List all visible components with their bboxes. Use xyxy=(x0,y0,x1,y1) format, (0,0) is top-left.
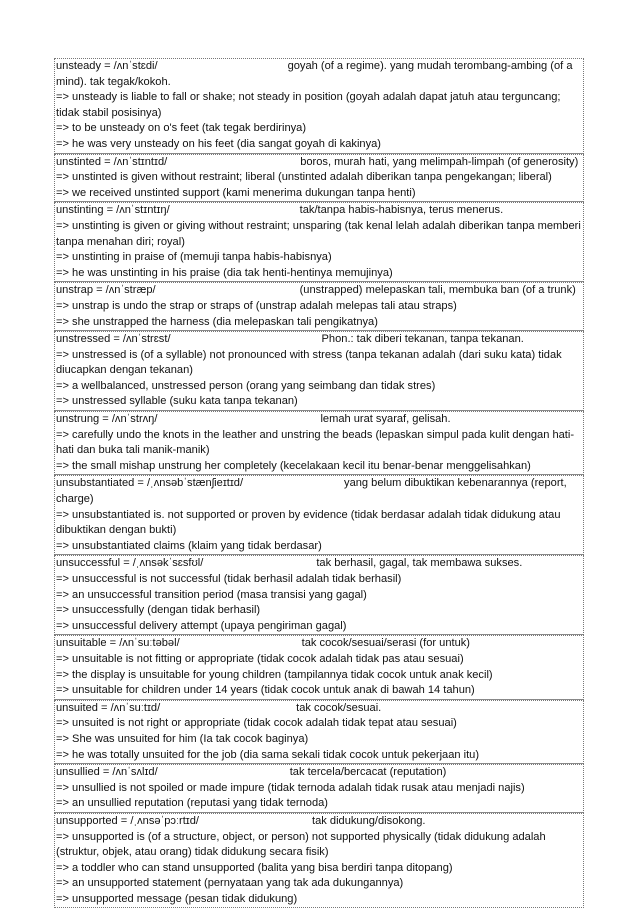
entry-example-line: => carefully undo the knots in the leather and unstring the beads (lepaskan simpul pada kulit dengan hati-hati dan buka tali manik-manik) xyxy=(56,428,575,457)
entry-definition: tak tercela/bercacat (reputation) xyxy=(289,766,447,779)
entry-lemma-pronunciation: unsuccessful = /ˌʌnsəkˈsɛsfʊl/ xyxy=(56,557,204,570)
entry-headline xyxy=(55,155,583,171)
entry-lemma-pronunciation: unsupported = /ˌʌnsəˈpɔːrtɪd/ xyxy=(56,814,200,827)
entry-example-line: => an unsuccessful transition period (masa transisi yang gagal) xyxy=(56,588,367,601)
entry-headline xyxy=(55,412,583,428)
entry-definition: yang belum dibuktikan kebenarannya (report, charge) xyxy=(56,477,567,506)
entry-example-line: => unsteady is liable to fall or shake; not steady in position (goyah adalah dapat jatuh atau terguncang; tidak stabil posisinya) xyxy=(56,91,561,119)
dictionary-entry xyxy=(54,700,584,764)
entry-example-line: => unstinting in praise of (memuji tanpa habis-habisnya) xyxy=(56,251,332,264)
entry-example-line: => unsuited is not right or appropriate (tidak cocok adalah tidak tepat atau sesuai) xyxy=(56,717,457,730)
entry-headline xyxy=(55,203,583,219)
entry-definition: tak didukung/disokong. xyxy=(312,814,426,827)
entry-lemma-pronunciation: unsubstantiated = /ˌʌnsəbˈstænʃieɪtɪd/ xyxy=(56,477,244,490)
entry-example-line: => to be unsteady on o's feet (tak tegak berdirinya) xyxy=(56,122,307,135)
entry-definition: Phon.: tak diberi tekanan, tanpa tekanan. xyxy=(321,333,524,346)
entry-lemma-pronunciation: unsullied = /ʌnˈsʌlɪd/ xyxy=(56,766,158,779)
entry-example-line: => the small mishap unstrung her completely (kecelakaan kecil itu benar-benar menggelisahkan) xyxy=(55,459,583,476)
entry-headline xyxy=(55,476,583,507)
entry-headline xyxy=(55,636,583,652)
entry-definition: tak berhasil, gagal, tak membawa sukses. xyxy=(316,557,523,570)
entry-lemma-pronunciation: unstrung = /ʌnˈstrʌŋ/ xyxy=(56,413,158,426)
entry-example-line: => we received unstinted support (kami menerima dukungan tanpa henti) xyxy=(55,186,583,203)
entry-example-line: => unstressed syllable (suku kata tanpa tekanan) xyxy=(55,394,583,411)
entry-example-line: => he was totally unsuited for the job (dia sama sekali tidak cocok untuk pekerjaan itu) xyxy=(55,748,583,765)
entry-headline xyxy=(55,556,583,572)
entry-example-line: => unstressed is (of a syllable) not pronounced with stress (tanpa tekanan adalah (dari suku kata) tidak diucapkan dengan tekanan) xyxy=(56,348,562,377)
entry-example-line: => he was unstinting in his praise (dia tak henti-hentinya memujinya) xyxy=(55,266,583,283)
dictionary-entry xyxy=(54,764,584,813)
entry-lemma-pronunciation: unstrap = /ʌnˈstræp/ xyxy=(56,284,156,297)
entry-definition: boros, murah hati, yang melimpah-limpah (of generosity) xyxy=(300,155,579,168)
entry-example-line: => he was very unsteady on his feet (dia sangat goyah di kakinya) xyxy=(55,137,583,154)
entry-example-line: => the display is unsuitable for young children (tampilannya tidak cocok untuk anak kecil) xyxy=(56,668,493,681)
entry-example-line: => She was unsuited for him (Ia tak cocok baginya) xyxy=(56,732,309,745)
entry-lemma-pronunciation: unsuited = /ʌnˈsuːtɪd/ xyxy=(56,701,161,714)
entry-definition: tak cocok/sesuai. xyxy=(296,701,382,714)
entry-lemma-pronunciation: unstinted = /ʌnˈstɪntɪd/ xyxy=(56,155,168,168)
entry-headline xyxy=(55,283,583,299)
dictionary-entry xyxy=(54,635,584,699)
entry-example-line: => unsuccessful is not successful (tidak berhasil adalah tidak berhasil) xyxy=(56,573,402,585)
entry-example-line: => unsubstantiated claims (klaim yang tidak berdasar) xyxy=(55,539,583,556)
dictionary-entry xyxy=(54,475,584,555)
entry-example-line: => unsuitable is not fitting or appropriate (tidak cocok adalah tidak pas atau sesuai) xyxy=(56,652,464,665)
dictionary-entry xyxy=(54,411,584,475)
entry-definition: goyah (of a regime). yang mudah terombang-ambing (of a mind). tak tegak/kokoh. xyxy=(56,60,573,88)
entry-example-line: => unstinting is given or giving without restraint; unsparing (tak kenal lelah adalah diberikan tanpa memberi tanpa menahan diri; royal) xyxy=(56,219,581,248)
entry-example-line: => she unstrapped the harness (dia melepaskan tali pengikatnya) xyxy=(55,315,583,332)
entry-example-line: => unsupported is (of a structure, object, or person) not supported physically (tidak didukung adalah (struktur, objek, atau orang) tidak didukung secara fisik) xyxy=(56,830,546,859)
dictionary-entry xyxy=(54,202,584,282)
entry-example-line: => unsuccessful delivery attempt (upaya pengiriman gagal) xyxy=(55,619,583,636)
dictionary-entry xyxy=(54,555,584,635)
entry-definition: tak/tanpa habis-habisnya, terus menerus. xyxy=(299,204,504,217)
dictionary-entry xyxy=(54,58,584,154)
entry-example-line: => a wellbalanced, unstressed person (orang yang seimbang dan tidak stres) xyxy=(56,379,436,392)
entry-example-line: => unsullied is not spoiled or made impure (tidak ternoda adalah tidak rusak atau menjadi najis) xyxy=(56,781,525,794)
entry-example-line: => unsuccessfully (dengan tidak berhasil) xyxy=(56,604,261,617)
entry-example-line: => an unsupported statement (pernyataan yang tak ada dukungannya) xyxy=(56,877,404,890)
entry-example-line: => unstinted is given without restraint; liberal (unstinted adalah diberikan tanpa pengekangan; liberal) xyxy=(56,171,552,184)
entry-definition: lemah urat syaraf, gelisah. xyxy=(320,413,451,426)
entry-example-line: => a toddler who can stand unsupported (balita yang bisa berdiri tanpa ditopang) xyxy=(56,861,453,874)
entry-headline xyxy=(55,701,583,717)
entry-headline xyxy=(55,332,583,348)
entry-lemma-pronunciation: unstinting = /ʌnˈstɪntɪŋ/ xyxy=(56,204,170,217)
entry-example-line: => unsubstantiated is. not supported or proven by evidence (tidak berdasar adalah tidak didukung atau dibuktikan dengan bukti) xyxy=(56,508,561,537)
entry-example-line: => unsuitable for children under 14 years (tidak cocok untuk anak di bawah 14 tahun) xyxy=(55,683,583,700)
dictionary-entry xyxy=(54,813,584,908)
entry-definition: tak cocok/sesuai/serasi (for untuk) xyxy=(301,637,470,650)
dictionary-entry xyxy=(54,282,584,331)
entry-lemma-pronunciation: unstressed = /ʌnˈstrɛst/ xyxy=(56,333,171,346)
entry-headline xyxy=(55,765,583,781)
entry-definition: (unstrapped) melepaskan tali, membuka ban (of a trunk) xyxy=(299,284,576,297)
entry-headline xyxy=(55,814,583,830)
entry-headline xyxy=(55,59,583,90)
entry-lemma-pronunciation: unsuitable = /ʌnˈsuːtəbəl/ xyxy=(56,637,180,650)
entry-example-line: => unstrap is undo the strap or straps of (unstrap adalah melepas tali atau straps) xyxy=(56,299,457,312)
dictionary-entry xyxy=(54,154,584,203)
dictionary-entry xyxy=(54,331,584,411)
dictionary-page xyxy=(54,58,584,908)
entry-example-line: => unsupported message (pesan tidak didukung) xyxy=(56,892,298,905)
entry-lemma-pronunciation: unsteady = /ʌnˈstɛdi/ xyxy=(56,60,158,72)
entry-example-line: => an unsullied reputation (reputasi yang tidak ternoda) xyxy=(55,796,583,813)
